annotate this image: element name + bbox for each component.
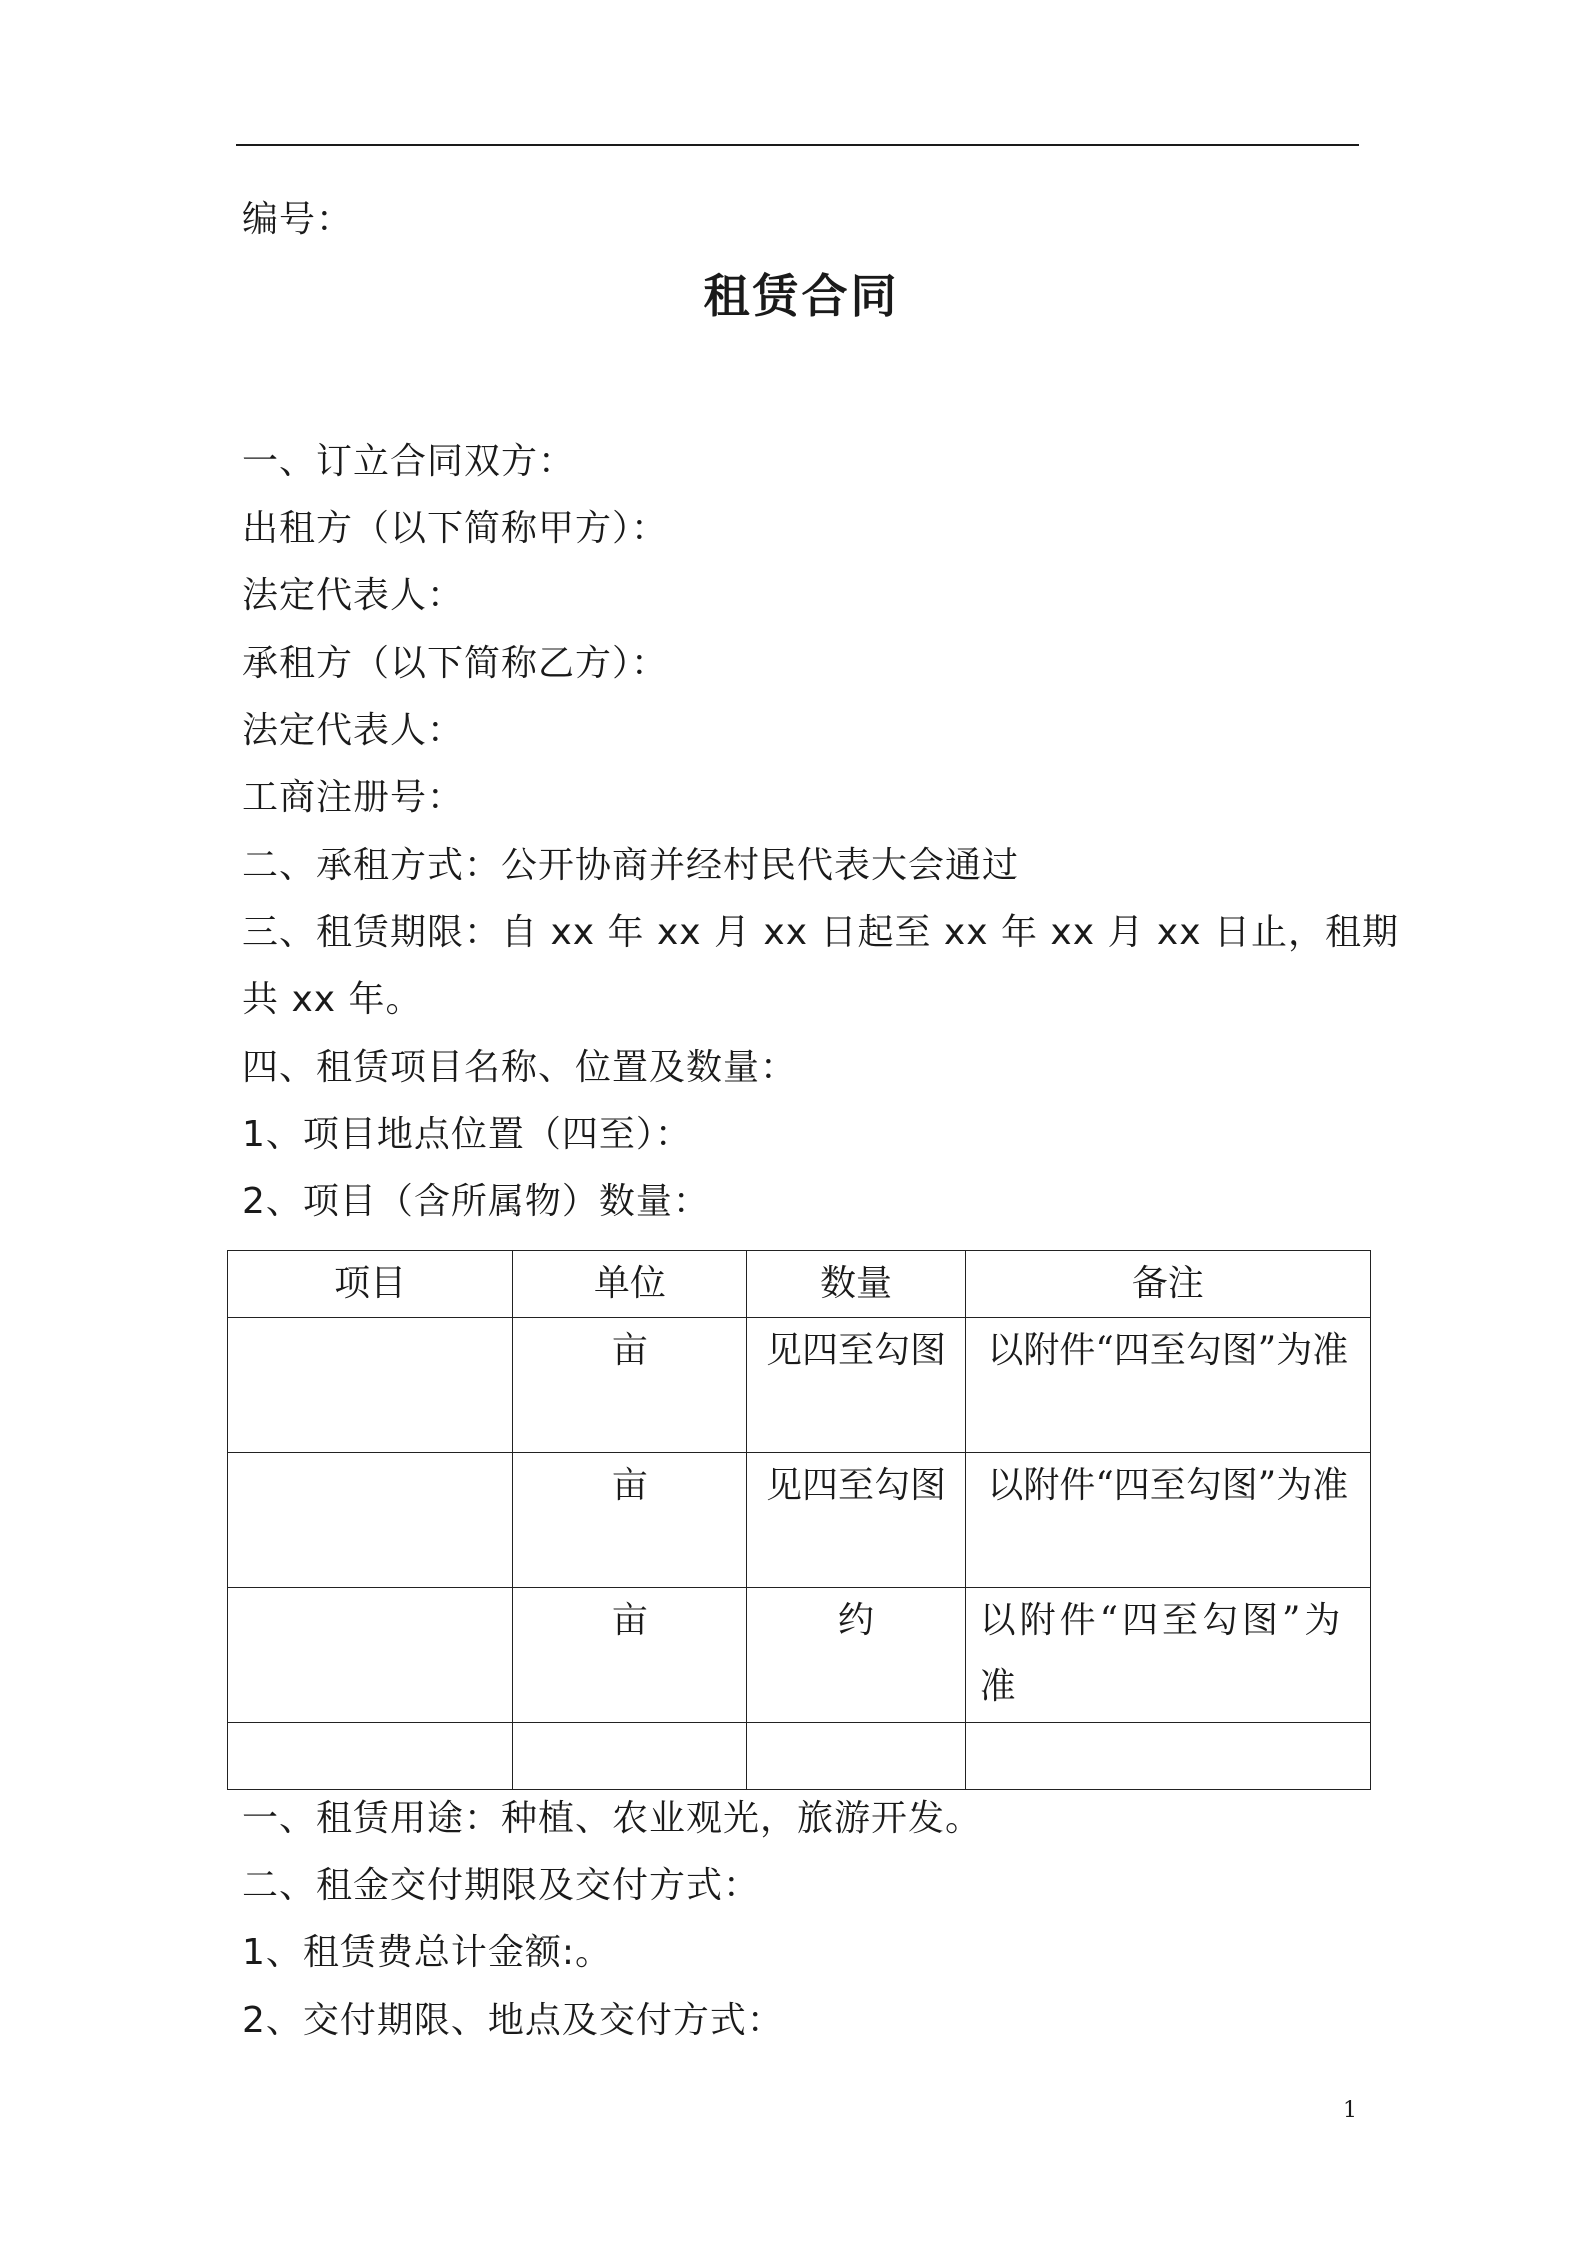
rent-payment-heading: 二、租金交付期限及交付方式：	[242, 1865, 761, 1906]
lessee-line: 承租方（以下简称乙方）：	[242, 643, 669, 684]
payment-terms-line: 2、交付期限、地点及交付方式：	[242, 2000, 784, 2041]
cell-item	[228, 1318, 513, 1453]
lease-method-line: 二、承租方式：公开协商并经村民代表大会通过	[242, 845, 1020, 886]
cell-quantity	[747, 1723, 965, 1790]
cell-note: 以附件“四至勾图”为准	[965, 1588, 1370, 1723]
rent-total-line: 1、租赁费总计金额:。	[242, 1932, 613, 1973]
table-row	[228, 1318, 1371, 1453]
cell-unit: 亩	[513, 1318, 747, 1453]
lease-term-line: 三、租赁期限：自 xx 年 xx 月 xx 日起至 xx 年 xx 月 xx 日止，租期	[242, 912, 1399, 953]
table-row	[228, 1588, 1371, 1723]
lease-term-continuation: 共 xx 年。	[242, 979, 423, 1020]
lessor-line: 出租方（以下简称甲方）：	[242, 508, 669, 549]
cell-note: 以附件“四至勾图”为准	[965, 1318, 1370, 1453]
lease-purpose-line: 一、租赁用途：种植、农业观光，旅游开发。	[242, 1798, 983, 1839]
cell-quantity: 见四至勾图	[747, 1318, 965, 1453]
cell-note: 以附件“四至勾图”为准	[965, 1453, 1370, 1588]
table-row	[228, 1723, 1371, 1790]
cell-quantity: 约	[747, 1588, 965, 1723]
cell-item	[228, 1588, 513, 1723]
contract-number-label: 编号：	[242, 199, 354, 240]
header-note: 备注	[965, 1251, 1370, 1318]
cell-unit: 亩	[513, 1588, 747, 1723]
cell-note	[965, 1723, 1370, 1790]
cell-quantity: 见四至勾图	[747, 1453, 965, 1588]
cell-item	[228, 1453, 513, 1588]
item-location-line: 1、项目地点位置（四至）：	[242, 1114, 692, 1155]
table-header-row	[228, 1251, 1371, 1318]
cell-unit: 亩	[513, 1453, 747, 1588]
cell-item	[228, 1723, 513, 1790]
page-number: 1	[1343, 2098, 1357, 2123]
header-item: 项目	[228, 1251, 513, 1318]
business-registration-line: 工商注册号：	[242, 777, 465, 818]
section-items-heading: 四、租赁项目名称、位置及数量：	[242, 1047, 798, 1088]
table-row	[228, 1453, 1371, 1588]
section-parties-heading: 一、订立合同双方：	[242, 441, 576, 482]
page-title: 租赁合同	[703, 269, 900, 323]
header-rule	[236, 144, 1359, 146]
items-table	[227, 1250, 1371, 1790]
lessee-representative-line: 法定代表人：	[242, 710, 465, 751]
cell-unit	[513, 1723, 747, 1790]
lessor-representative-line: 法定代表人：	[242, 575, 465, 616]
item-quantity-line: 2、项目（含所属物）数量：	[242, 1181, 710, 1222]
header-unit: 单位	[513, 1251, 747, 1318]
header-quantity: 数量	[747, 1251, 965, 1318]
